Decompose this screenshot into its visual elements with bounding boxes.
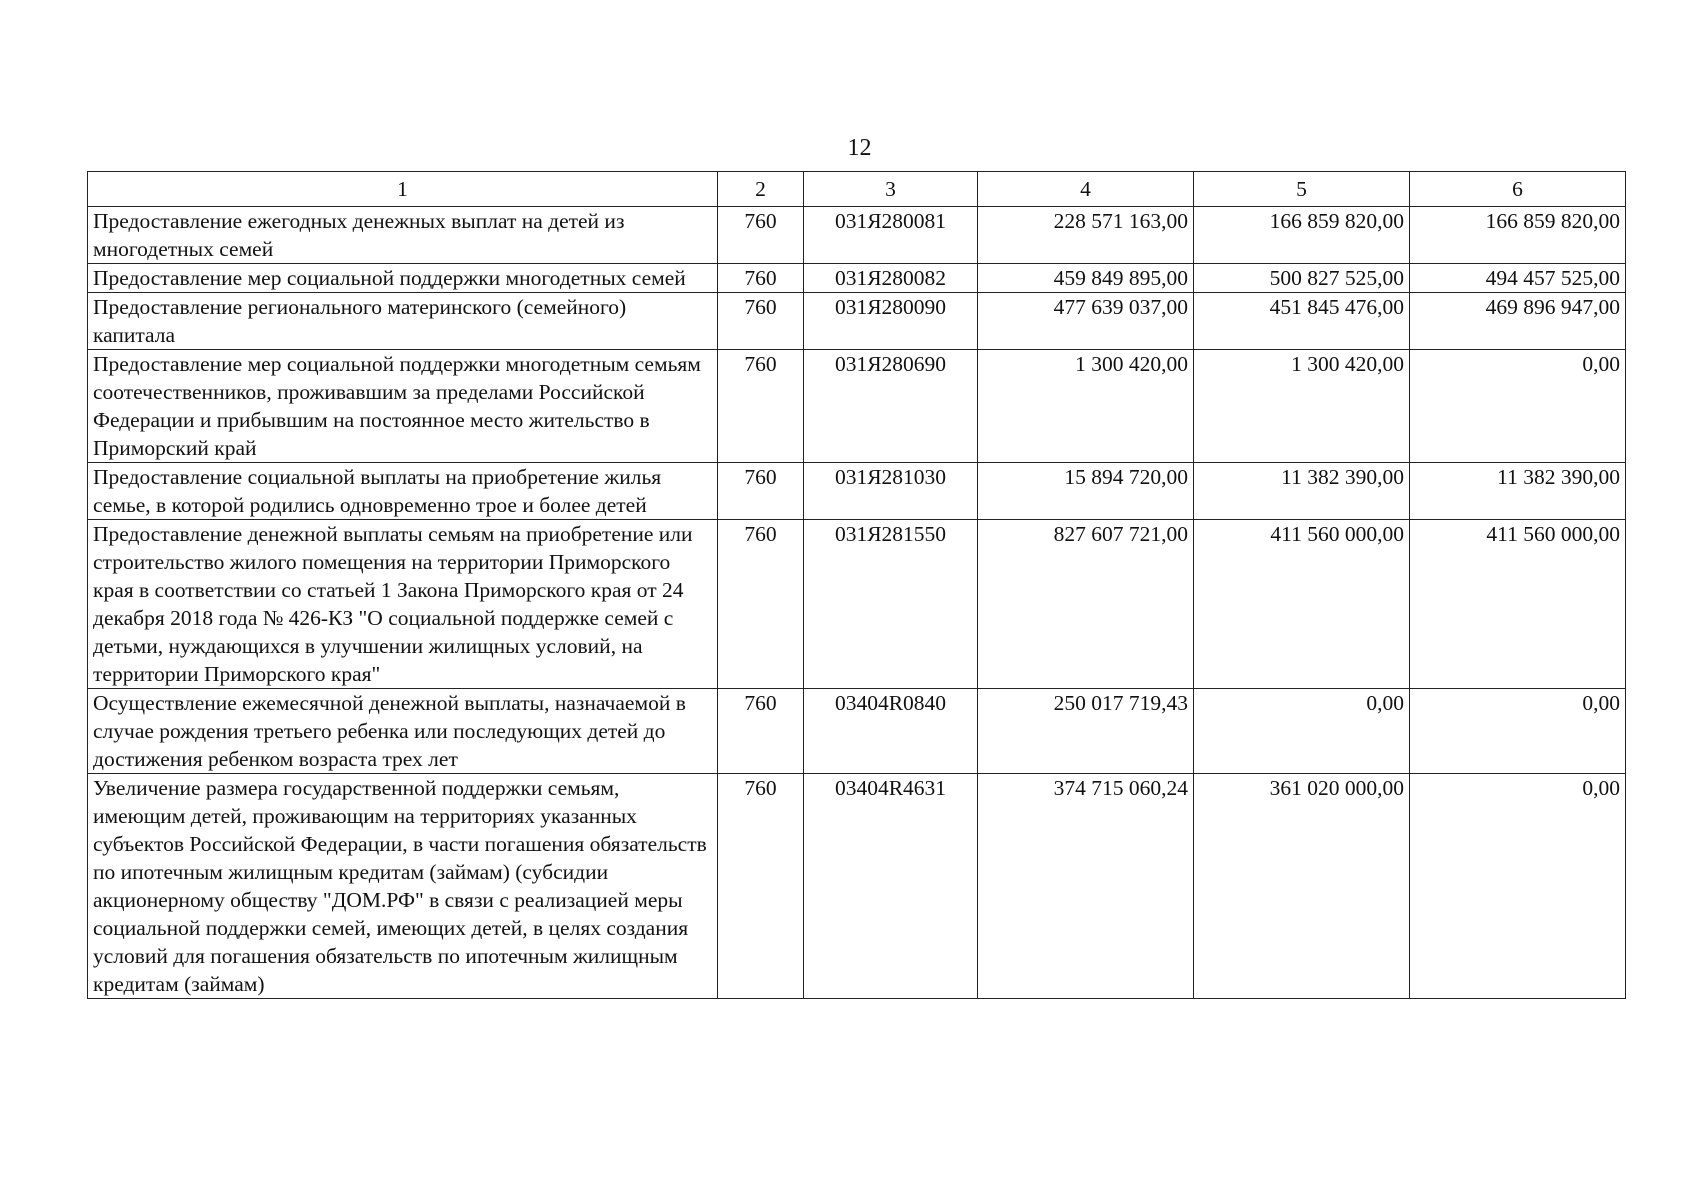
- page-number: 12: [847, 135, 872, 161]
- row-name: Осуществление ежемесячной денежной выплаты, назначаемой в случае рождения третьего ребенка или последующих детей до достижения ребенком возраста трех лет: [88, 689, 718, 774]
- row-amount-col6: 469 896 947,00: [1410, 293, 1626, 350]
- row-amount-col6: 0,00: [1410, 350, 1626, 463]
- row-amount-col6: 11 382 390,00: [1410, 463, 1626, 520]
- column-header: 5: [1194, 172, 1410, 207]
- column-header: 6: [1410, 172, 1626, 207]
- budget-table: [87, 171, 1626, 999]
- row-amount-col5: 451 845 476,00: [1194, 293, 1410, 350]
- table-row: [88, 774, 1626, 999]
- row-code: 760: [718, 689, 804, 774]
- table-row: [88, 293, 1626, 350]
- row-amount-col4: 250 017 719,43: [978, 689, 1194, 774]
- row-amount-col5: 0,00: [1194, 689, 1410, 774]
- row-target-article: 03404R0840: [804, 689, 978, 774]
- table-body: [88, 207, 1626, 999]
- row-amount-col5: 166 859 820,00: [1194, 207, 1410, 264]
- column-header: 3: [804, 172, 978, 207]
- row-amount-col4: 374 715 060,24: [978, 774, 1194, 999]
- row-code: 760: [718, 207, 804, 264]
- row-code: 760: [718, 774, 804, 999]
- row-amount-col5: 1 300 420,00: [1194, 350, 1410, 463]
- row-amount-col5: 11 382 390,00: [1194, 463, 1410, 520]
- row-amount-col4: 827 607 721,00: [978, 520, 1194, 689]
- row-name: Предоставление денежной выплаты семьям на приобретение или строительство жилого помещения на территории Приморского края в соответствии со статьей 1 Закона Приморского края от 24 декабря 2018 года № 426-КЗ "О социальной поддержке семей с детьми, нуждающихся в улучшении жилищных условий, на территории Приморского края": [88, 520, 718, 689]
- row-name: Предоставление мер социальной поддержки многодетных семей: [88, 264, 718, 293]
- table-row: [88, 689, 1626, 774]
- row-name: Предоставление социальной выплаты на приобретение жилья семье, в которой родились одновременно трое и более детей: [88, 463, 718, 520]
- row-target-article: 031Я281030: [804, 463, 978, 520]
- row-name: Увеличение размера государственной поддержки семьям, имеющим детей, проживающим на территориях указанных субъектов Российской Федерации, в части погашения обязательств по ипотечным жилищным кредитам (займам) (субсидии акционерному обществу "ДОМ.РФ" в связи с реализацией меры социальной поддержки семей, имеющих детей, в целях создания условий для погашения обязательств по ипотечным жилищным кредитам (займам): [88, 774, 718, 999]
- row-target-article: 031Я280690: [804, 350, 978, 463]
- row-amount-col4: 228 571 163,00: [978, 207, 1194, 264]
- row-name: Предоставление регионального материнского (семейного) капитала: [88, 293, 718, 350]
- row-amount-col6: 166 859 820,00: [1410, 207, 1626, 264]
- row-target-article: 031Я280081: [804, 207, 978, 264]
- row-target-article: 031Я280090: [804, 293, 978, 350]
- table-row: [88, 207, 1626, 264]
- header-row: [88, 172, 1626, 207]
- row-amount-col5: 411 560 000,00: [1194, 520, 1410, 689]
- row-code: 760: [718, 293, 804, 350]
- row-target-article: 031Я281550: [804, 520, 978, 689]
- row-target-article: 031Я280082: [804, 264, 978, 293]
- column-header: 4: [978, 172, 1194, 207]
- row-amount-col4: 1 300 420,00: [978, 350, 1194, 463]
- column-header: 1: [88, 172, 718, 207]
- row-target-article: 03404R4631: [804, 774, 978, 999]
- table-row: [88, 520, 1626, 689]
- row-code: 760: [718, 350, 804, 463]
- row-amount-col6: 411 560 000,00: [1410, 520, 1626, 689]
- row-name: Предоставление ежегодных денежных выплат на детей из многодетных семей: [88, 207, 718, 264]
- table-row: [88, 264, 1626, 293]
- table-header: [88, 172, 1626, 207]
- row-amount-col6: 0,00: [1410, 689, 1626, 774]
- table-row: [88, 463, 1626, 520]
- row-amount-col4: 15 894 720,00: [978, 463, 1194, 520]
- row-amount-col5: 361 020 000,00: [1194, 774, 1410, 999]
- row-code: 760: [718, 520, 804, 689]
- column-header: 2: [718, 172, 804, 207]
- row-name: Предоставление мер социальной поддержки многодетным семьям соотечественников, проживавшим за пределами Российской Федерации и прибывшим на постоянное место жительство в Приморский край: [88, 350, 718, 463]
- row-code: 760: [718, 463, 804, 520]
- row-amount-col6: 0,00: [1410, 774, 1626, 999]
- row-amount-col4: 459 849 895,00: [978, 264, 1194, 293]
- row-amount-col6: 494 457 525,00: [1410, 264, 1626, 293]
- row-code: 760: [718, 264, 804, 293]
- row-amount-col4: 477 639 037,00: [978, 293, 1194, 350]
- table-row: [88, 350, 1626, 463]
- row-amount-col5: 500 827 525,00: [1194, 264, 1410, 293]
